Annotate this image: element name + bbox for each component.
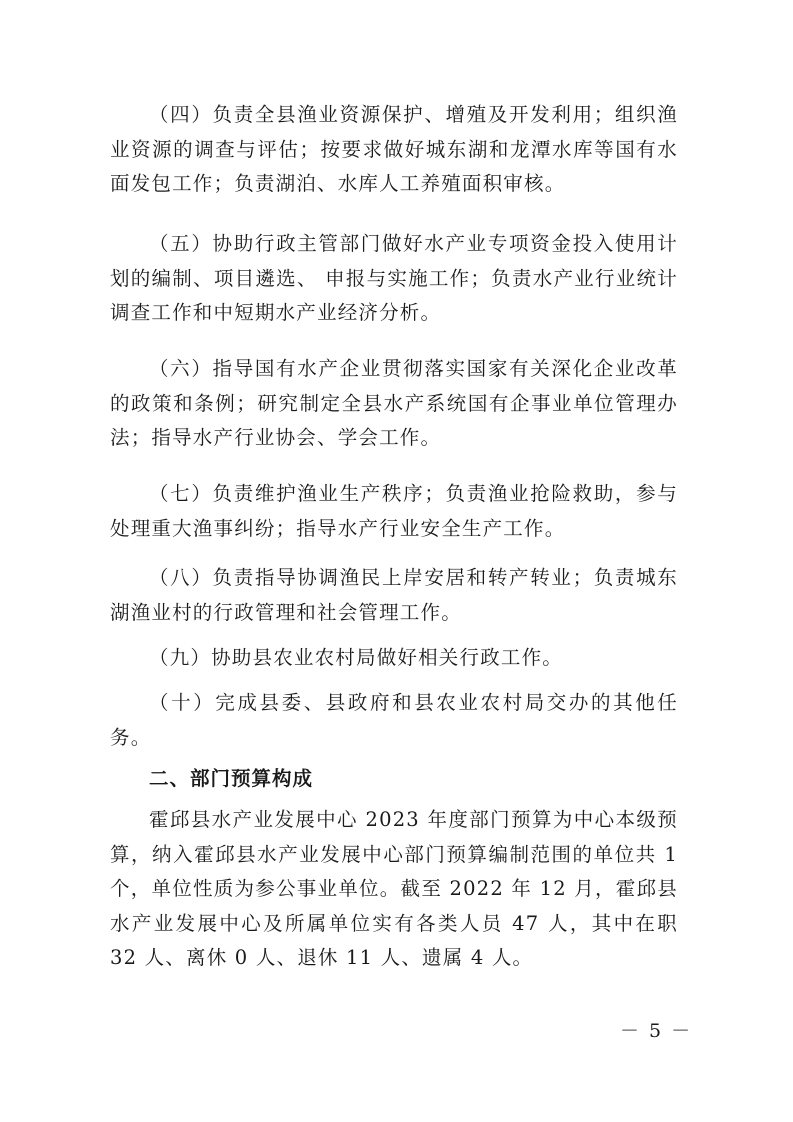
duty-item-4: （四）负责全县渔业资源保护、增殖及开发利用；组织渔业资源的调查与评估；按要求做好城东湖和龙潭水库等国有水面发包工作；负责湖泊、水库人工养殖面积审核。 (110, 103, 678, 195)
duty-item-9: （九）协助县农业农村局做好相关行政工作。 (149, 646, 564, 669)
duty-item-7: （七）负责维护渔业生产秩序；负责渔业抢险救助，参与处理重大渔事纠纷；指导水产行业安全生产工作。 (110, 482, 678, 540)
section-heading: 二、部门预算构成 (149, 767, 314, 790)
duty-item-8: （八）负责指导协调渔民上岸安居和转产转业；负责城东湖渔业村的行政管理和社会管理工作。 (110, 566, 678, 624)
budget-paragraph: 霍邱县水产业发展中心 2023 年度部门预算为中心本级预算，纳入霍邱县水产业发展中心部门预算编制范围的单位共 1 个，单位性质为参公事业单位。截至 2022 年 12 月，霍邱县水产业发展中心及所属单位实有各类人员 47 人，其中在职 32 人、离休 0 人、退休 11 人、遗属 4 人。 (110, 808, 678, 969)
duty-item-6: （六）指导国有水产企业贯彻落实国家有关深化企业改革的政策和条例；研究制定全县水产系统国有企事业单位管理办法；指导水产行业协会、学会工作。 (110, 357, 678, 449)
duty-item-10: （十）完成县委、县政府和县农业农村局交办的其他任务。 (110, 691, 678, 749)
page-number: － 5 － (620, 1020, 693, 1042)
duty-item-5: （五）协助行政主管部门做好水产业专项资金投入使用计划的编制、项目遴选、 申报与实施工作；负责水产业行业统计调查工作和中短期水产业经济分析。 (110, 232, 678, 324)
